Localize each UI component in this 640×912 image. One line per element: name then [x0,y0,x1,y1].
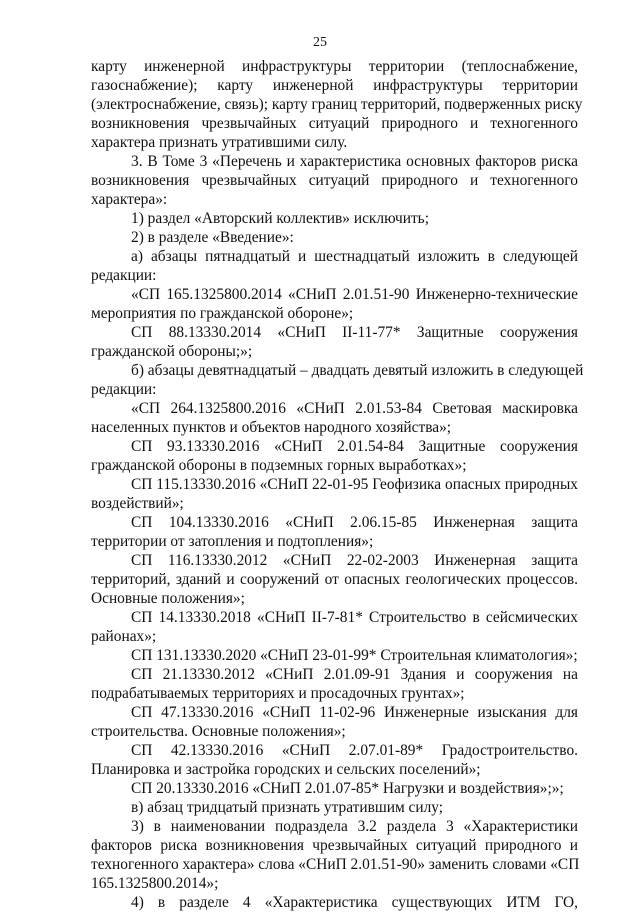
text-line: «СП 165.1325800.2014 «СНиП 2.01.51-90 Инженерно-технические [131,286,578,303]
page-number: 25 [313,35,327,50]
text-line: а) абзацы пятнадцатый и шестнадцатый изложить в следующей [131,248,578,265]
text-line: газоснабжение); карту инженерной инфраструктуры территории [91,77,578,94]
text-line: в) абзац тридцатый признать утратившим силу; [131,799,444,816]
text-line: мероприятия по гражданской обороне»; [91,305,354,322]
text-line: характера признать утратившими силу. [91,134,348,151]
text-line: 4) в разделе 4 «Характеристика существующих ИТМ ГО, [131,894,578,911]
text-line: Планировка и застройка городских и сельских поселений»; [91,761,481,778]
text-line: СП 116.13330.2012 «СНиП 22-02-2003 Инженерная защита [131,552,578,569]
text-line: населенных пунктов и объектов народного хозяйства»; [91,419,452,436]
text-line: СП 93.13330.2016 «СНиП 2.01.54-84 Защитные сооружения [131,438,578,455]
text-line: СП 131.13330.2020 «СНиП 23-01-99* Строительная климатология»; [131,647,578,664]
text-line: территории от затопления и подтопления»; [91,533,374,550]
text-line: Основные положения»; [91,590,245,607]
text-line: карту инженерной инфраструктуры территории (теплоснабжение, [91,58,578,75]
text-line: территорий, зданий и сооружений от опасных геологических процессов. [91,571,578,588]
text-line: СП 104.13330.2016 «СНиП 2.06.15-85 Инженерная защита [131,514,578,531]
text-line: СП 21.13330.2012 «СНиП 2.01.09-91 Здания и сооружения на [131,666,578,683]
text-line: СП 14.13330.2018 «СНиП II-7-81* Строительство в сейсмических [131,609,578,626]
text-line: возникновения чрезвычайных ситуаций природного и техногенного [91,172,578,189]
text-line: характера»: [91,191,168,208]
text-line: подрабатываемых территориях и просадочных грунтах»; [91,685,465,702]
text-line: СП 47.13330.2016 «СНиП 11-02-96 Инженерные изыскания для [131,704,578,721]
text-line: СП 88.13330.2014 «СНиП II-11-77* Защитные сооружения [131,324,578,341]
text-line: редакции: [91,267,157,284]
text-line: СП 20.13330.2016 «СНиП 2.01.07-85* Нагрузки и воздействия»;»; [131,780,564,797]
text-line: воздействий»; [91,495,184,512]
text-line: 3) в наименовании подраздела 3.2 раздела 3 «Характеристики [131,818,578,835]
text-line: 2) в разделе «Введение»: [131,229,294,246]
text-line: 165.1325800.2014»; [91,875,219,892]
text-line: строительства. Основные положения»; [91,723,346,740]
text-line: 3. В Томе 3 «Перечень и характеристика основных факторов риска [131,153,578,170]
text-line: гражданской обороны;»; [91,343,253,360]
text-line: гражданской обороны в подземных горных выработках»; [91,457,467,474]
text-line: редакции: [91,381,157,398]
text-line: возникновения чрезвычайных ситуаций природного и техногенного [91,115,578,132]
text-line: районах»; [91,628,157,645]
text-line: техногенного характера» слова «СНиП 2.01.51-90» заменить словами «СП [91,856,580,873]
text-line: СП 115.13330.2016 «СНиП 22-01-95 Геофизика опасных природных [131,476,578,493]
text-line: б) абзацы девятнадцатый – двадцать девятый изложить в следующей [131,362,584,379]
text-line: 1) раздел «Авторский коллектив» исключить; [131,210,429,227]
text-line: СП 42.13330.2016 «СНиП 2.07.01-89* Градостроительство. [131,742,578,759]
text-line: «СП 264.1325800.2016 «СНиП 2.01.53-84 Световая маскировка [131,400,578,417]
text-line: факторов риска возникновения чрезвычайных ситуаций природного и [91,837,578,854]
text-line: (электроснабжение, связь); карту границ территорий, подверженных риску [91,96,583,113]
